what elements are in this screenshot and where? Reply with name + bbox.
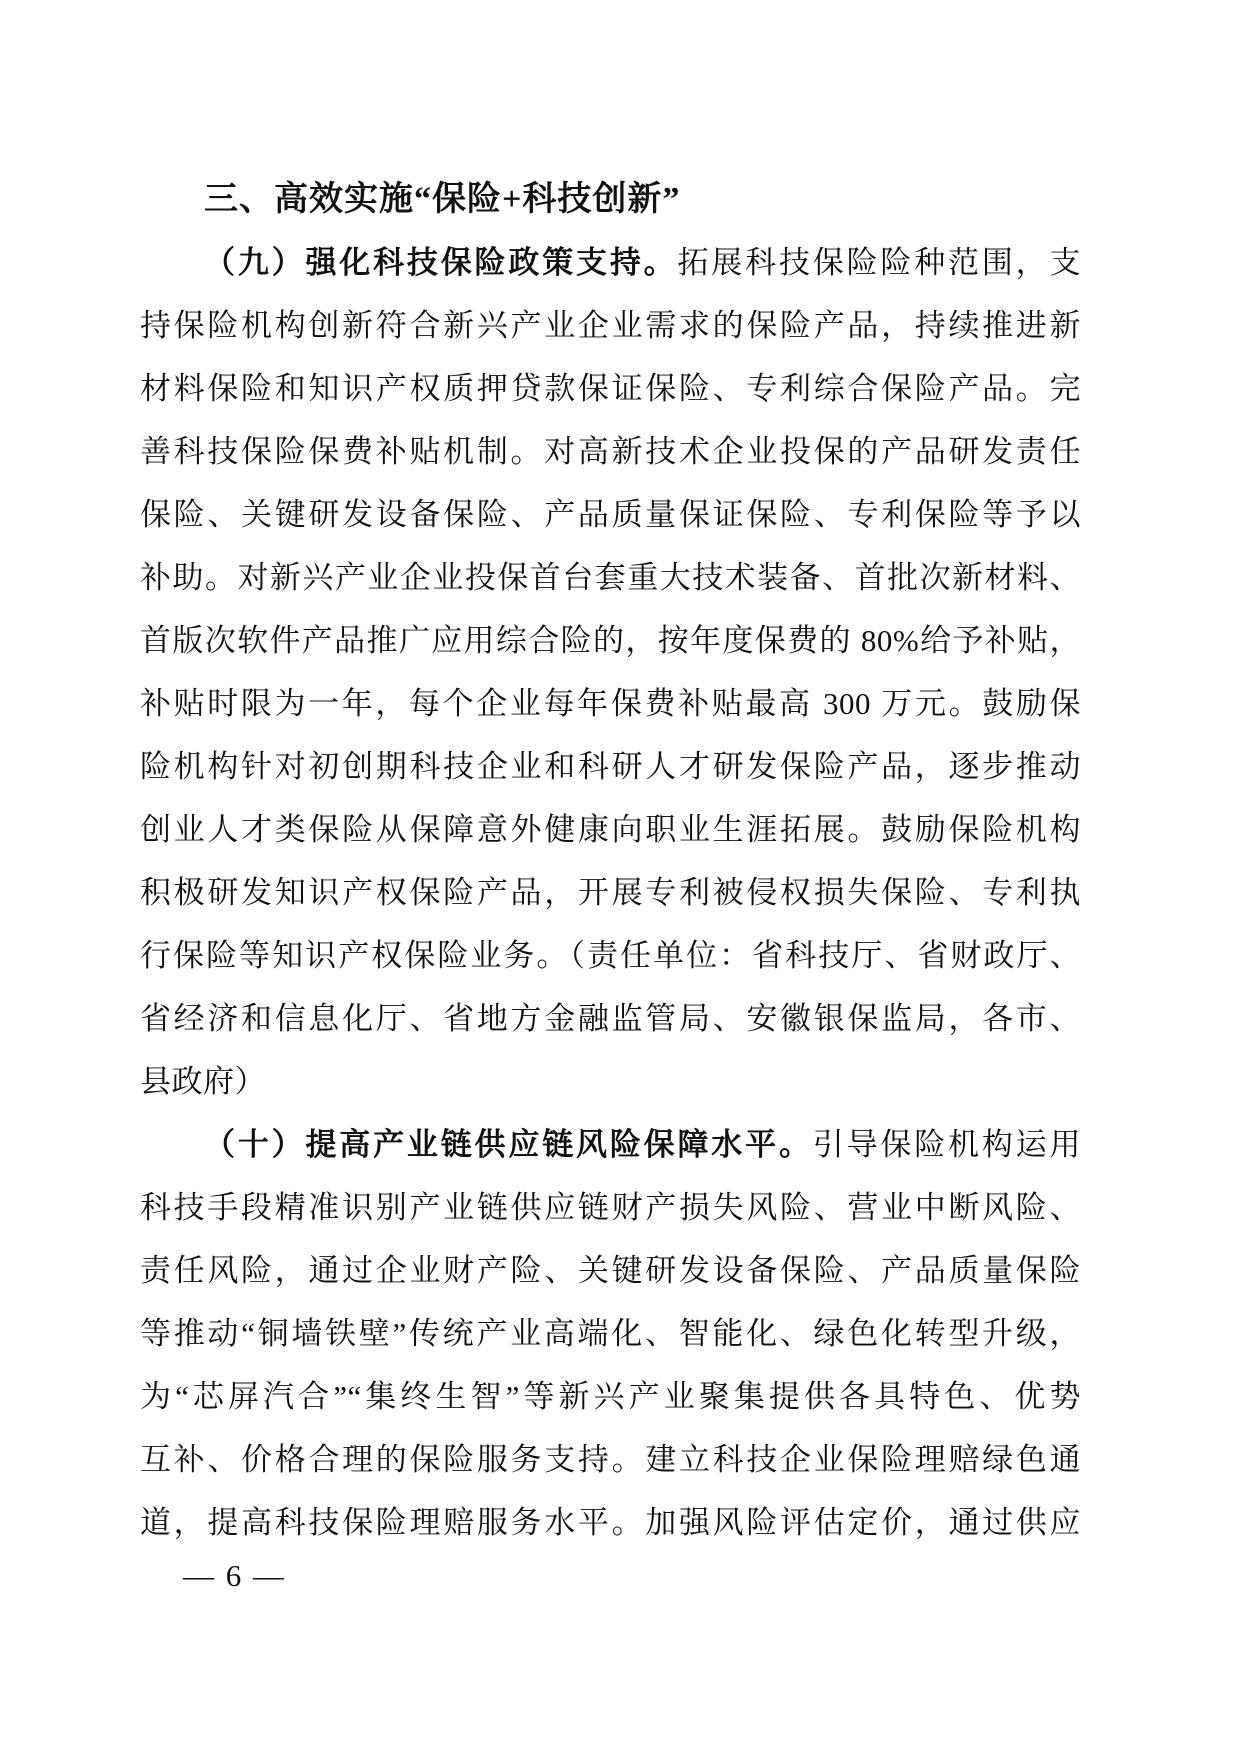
body-text: 补贴时限为一年，每个企业每年保费补贴最高 300 万元。鼓励保 <box>140 686 1081 721</box>
body-text: 保险、关键研发设备保险、产品质量保证保险、专利保险等予以 <box>140 497 1081 532</box>
body-text: 为“芯屏汽合”“集终生智”等新兴产业聚集提供各具特色、优势 <box>140 1379 1081 1414</box>
body-text: 互补、价格合理的保险服务支持。建立科技企业保险理赔绿色通 <box>140 1442 1081 1477</box>
body-text: 善科技保险保费补贴机制。对高新技术企业投保的产品研发责任 <box>140 434 1081 469</box>
body-text: 材料保险和知识产权质押贷款保证保险、专利综合保险产品。完 <box>140 371 1081 406</box>
emphasis-text: （十）提高产业链供应链风险保障水平。 <box>204 1127 813 1162</box>
body-text: 创业人才类保险从保障意外健康向职业生涯拓展。鼓励保险机构 <box>140 812 1081 847</box>
text-line <box>140 1113 1081 1176</box>
body-text: 首版次软件产品推广应用综合险的，按年度保费的 80%给予补贴， <box>140 623 1081 658</box>
text-line <box>140 483 1081 546</box>
text-line <box>140 609 1081 672</box>
text-line <box>140 1302 1081 1365</box>
text-line <box>140 1050 1081 1113</box>
text-line <box>140 1428 1081 1491</box>
page-number: — 6 — <box>183 1558 286 1593</box>
text-line <box>140 798 1081 861</box>
body-text: 等推动“铜墙铁壁”传统产业高端化、智能化、绿色化转型升级， <box>140 1316 1081 1351</box>
body-text: 拓展科技保险险种范围，支 <box>677 245 1081 280</box>
text-line <box>140 735 1081 798</box>
body-text: 补助。对新兴产业企业投保首台套重大技术装备、首批次新材料、 <box>140 560 1081 595</box>
body-text: 科技手段精准识别产业链供应链财产损失风险、营业中断风险、 <box>140 1190 1081 1225</box>
body-text: 责任风险，通过企业财产险、关键研发设备保险、产品质量保险 <box>140 1253 1081 1288</box>
text-line <box>140 357 1081 420</box>
text-line <box>140 1239 1081 1302</box>
document-body <box>140 168 1081 1554</box>
text-line <box>140 294 1081 357</box>
body-text: 引导保险机构运用 <box>812 1127 1081 1162</box>
text-line <box>140 231 1081 294</box>
body-text: 道，提高科技保险理赔服务水平。加强风险评估定价，通过供应 <box>140 1505 1081 1540</box>
text-line <box>140 1365 1081 1428</box>
text-line <box>140 1176 1081 1239</box>
text-line <box>140 987 1081 1050</box>
text-line <box>140 546 1081 609</box>
text-line <box>140 672 1081 735</box>
section-heading <box>140 168 1081 231</box>
emphasis-text: 三、高效实施“保险+科技创新” <box>204 181 681 218</box>
body-text: 行保险等知识产权保险业务。（责任单位：省科技厅、省财政厅、 <box>140 938 1081 973</box>
text-line <box>140 861 1081 924</box>
body-text: 省经济和信息化厅、省地方金融监管局、安徽银保监局，各市、 <box>140 1001 1081 1036</box>
text-line <box>140 420 1081 483</box>
body-text: 险机构针对初创期科技企业和科研人才研发保险产品，逐步推动 <box>140 749 1081 784</box>
text-line <box>140 924 1081 987</box>
body-text: 持保险机构创新符合新兴产业企业需求的保险产品，持续推进新 <box>140 308 1081 343</box>
body-text: 县政府） <box>140 1064 266 1099</box>
body-text: 积极研发知识产权保险产品，开展专利被侵权损失保险、专利执 <box>140 875 1081 910</box>
emphasis-text: （九）强化科技保险政策支持。 <box>204 245 678 280</box>
text-line <box>140 1491 1081 1554</box>
